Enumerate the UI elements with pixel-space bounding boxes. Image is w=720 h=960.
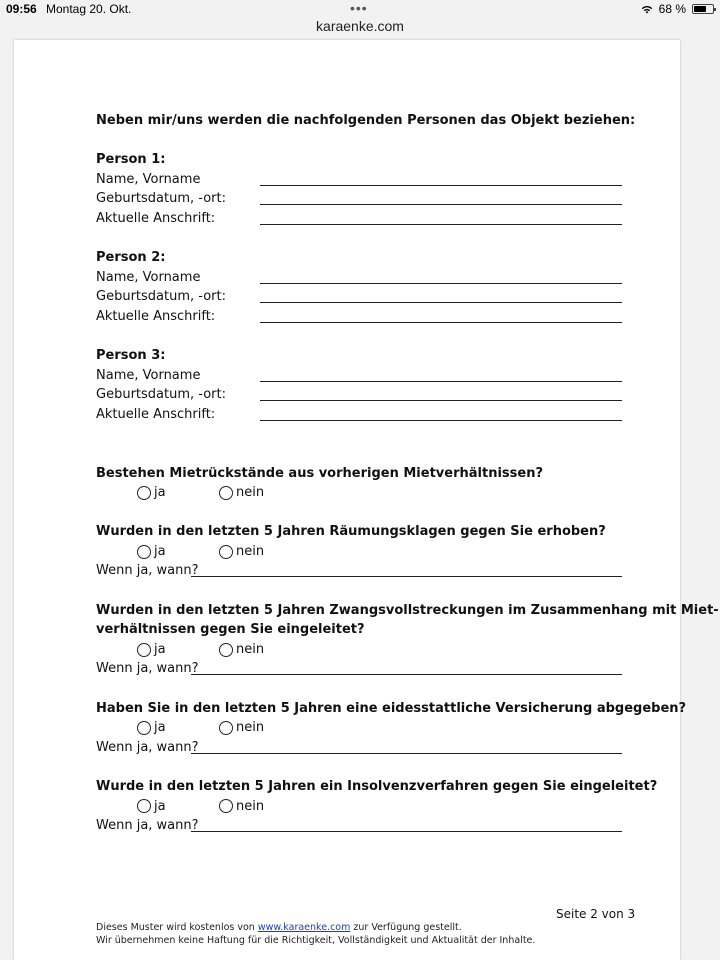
spacer <box>96 327 622 347</box>
person-field-row <box>96 189 622 209</box>
radio-yes[interactable] <box>137 483 166 503</box>
radio-no[interactable] <box>219 640 264 660</box>
radio-circle-icon[interactable] <box>137 545 151 559</box>
person-field-row <box>96 385 622 405</box>
radio-circle-icon[interactable] <box>219 545 233 559</box>
spacer <box>96 229 622 249</box>
radio-yes[interactable] <box>137 640 166 660</box>
footer-suffix: zur Verfügung gestellt. <box>350 922 462 933</box>
when-fill-in-line[interactable] <box>191 576 622 577</box>
fill-in-line[interactable] <box>260 283 622 284</box>
radio-label: ja <box>154 641 166 657</box>
yes-no-group <box>96 483 622 503</box>
spacer <box>96 581 622 601</box>
question-text: Haben Sie in den letzten 5 Jahren eine eidesstattliche Versicherung abgegeben? <box>96 700 687 716</box>
field-label: Geburtsdatum, -ort: <box>96 387 226 403</box>
field-label: Aktuelle Anschrift: <box>96 210 216 226</box>
yes-no-group <box>96 640 622 660</box>
radio-no[interactable] <box>219 542 264 562</box>
footer <box>96 921 535 947</box>
person-field-row <box>96 209 622 229</box>
when-row <box>96 816 622 836</box>
radio-circle-icon[interactable] <box>219 643 233 657</box>
spacer <box>96 503 622 523</box>
intro-text: Neben mir/uns werden die nachfolgenden Personen das Objekt beziehen: <box>96 113 636 128</box>
question-text: Wurde in den letzten 5 Jahren ein Insolvenzverfahren gegen Sie eingeleitet? <box>96 779 658 794</box>
radio-label: ja <box>154 543 166 559</box>
field-label: Name, Vorname <box>96 367 201 383</box>
person-field-row <box>96 170 622 190</box>
radio-label: nein <box>236 543 265 559</box>
radio-no[interactable] <box>219 483 264 503</box>
when-fill-in-line[interactable] <box>191 674 622 675</box>
multitasking-dots-icon[interactable]: ••• <box>350 0 368 16</box>
radio-circle-icon[interactable] <box>137 799 151 813</box>
radio-label: nein <box>236 641 265 657</box>
radio-circle-icon[interactable] <box>219 721 233 735</box>
battery-percent: 68 % <box>658 2 686 16</box>
radio-label: ja <box>154 798 166 814</box>
person-field-row <box>96 287 622 307</box>
question-text: Bestehen Mietrückstände aus vorherigen Mietverhältnissen? <box>96 465 543 481</box>
date: Montag 20. Okt. <box>46 2 132 16</box>
radio-circle-icon[interactable] <box>137 486 151 500</box>
radio-label: ja <box>154 720 166 736</box>
spacer <box>96 757 622 777</box>
radio-label: nein <box>236 485 265 501</box>
when-row <box>96 738 622 758</box>
radio-yes[interactable] <box>137 542 166 562</box>
question-text: Wurden in den letzten 5 Jahren Räumungsklagen gegen Sie erhoben? <box>96 524 606 540</box>
when-fill-in-line[interactable] <box>191 753 622 754</box>
footer-prefix: Dieses Muster wird kostenlos von <box>96 922 258 933</box>
field-label: Aktuelle Anschrift: <box>96 406 216 422</box>
fill-in-line[interactable] <box>260 420 622 421</box>
field-label: Name, Vorname <box>96 171 201 187</box>
field-label: Geburtsdatum, -ort: <box>96 191 226 207</box>
fill-in-line[interactable] <box>260 322 622 323</box>
radio-label: nein <box>236 798 265 814</box>
clock: 09:56 <box>6 2 37 16</box>
person-field-row <box>96 268 622 288</box>
form-content <box>96 111 719 836</box>
status-bar <box>0 0 720 18</box>
fill-in-line[interactable] <box>260 185 622 186</box>
radio-label: nein <box>236 720 265 736</box>
radio-yes[interactable] <box>137 797 166 817</box>
fill-in-line[interactable] <box>260 381 622 382</box>
fill-in-line[interactable] <box>260 400 622 401</box>
when-label: Wenn ja, wann? <box>96 563 199 579</box>
when-label: Wenn ja, wann? <box>96 661 199 677</box>
footer-link[interactable]: www.karaenke.com <box>257 922 351 933</box>
radio-no[interactable] <box>219 718 264 738</box>
when-row <box>96 561 622 581</box>
question-text: Wurden in den letzten 5 Jahren Zwangsvollstreckungen im Zusammenhang mit Miet- <box>96 602 719 618</box>
person-title: Person 2: <box>96 250 166 266</box>
fill-in-line[interactable] <box>260 302 622 303</box>
wifi-icon <box>641 5 653 14</box>
person-field-row <box>96 405 622 425</box>
yes-no-group <box>96 718 622 738</box>
person-field-row <box>96 307 622 327</box>
spacer <box>96 425 622 464</box>
footer-disclaimer: Wir übernehmen keine Haftung für die Richtigkeit, Vollständigkeit und Aktualität der Inhalte. <box>96 935 536 946</box>
radio-circle-icon[interactable] <box>219 486 233 500</box>
field-label: Geburtsdatum, -ort: <box>96 289 226 305</box>
fill-in-line[interactable] <box>260 224 622 225</box>
page-number: Seite 2 von 3 <box>556 907 636 921</box>
field-label: Name, Vorname <box>96 269 201 285</box>
question-text: verhältnissen gegen Sie eingeleitet? <box>96 622 365 638</box>
when-label: Wenn ja, wann? <box>96 818 199 834</box>
radio-label: ja <box>154 485 166 501</box>
field-label: Aktuelle Anschrift: <box>96 308 216 324</box>
when-row <box>96 659 622 679</box>
document-page <box>14 40 719 960</box>
address-bar[interactable] <box>0 18 720 40</box>
radio-circle-icon[interactable] <box>137 721 151 735</box>
person-title: Person 3: <box>96 348 166 364</box>
yes-no-group <box>96 542 622 562</box>
radio-no[interactable] <box>219 797 264 817</box>
when-label: Wenn ja, wann? <box>96 739 199 755</box>
person-field-row <box>96 366 622 386</box>
battery-icon <box>692 4 714 14</box>
radio-circle-icon[interactable] <box>137 643 151 657</box>
radio-yes[interactable] <box>137 718 166 738</box>
when-fill-in-line[interactable] <box>191 831 622 832</box>
fill-in-line[interactable] <box>260 204 622 205</box>
person-title: Person 1: <box>96 152 166 168</box>
yes-no-group <box>96 797 622 817</box>
spacer <box>96 131 622 151</box>
battery-level <box>694 6 706 12</box>
spacer <box>96 679 622 699</box>
url-text[interactable]: karaenke.com <box>316 18 404 34</box>
radio-circle-icon[interactable] <box>219 799 233 813</box>
